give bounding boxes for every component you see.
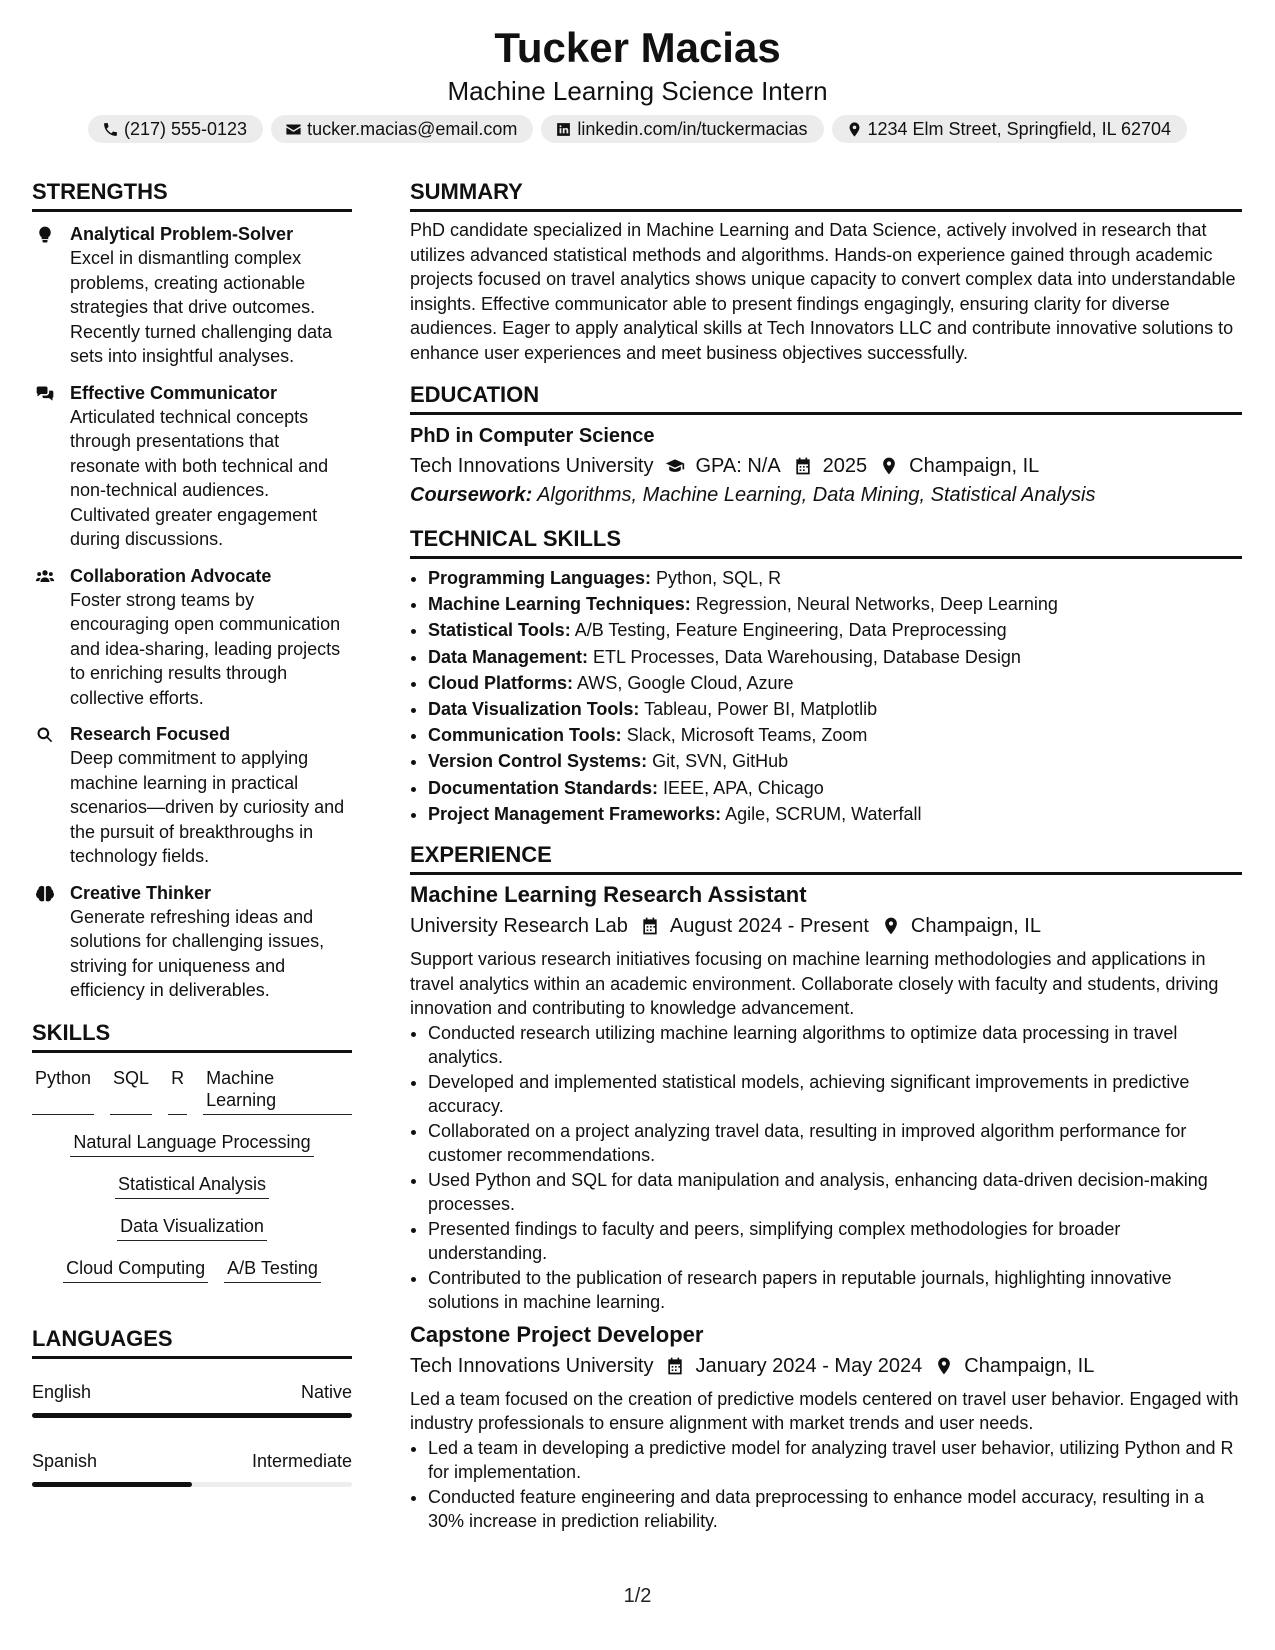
list-item — [428, 617, 1242, 643]
language-level: Intermediate — [251, 1450, 352, 1471]
coursework-text: Algorithms, Machine Learning, Data Mining, Statistical Analysis — [537, 484, 1096, 506]
experience-heading: EXPERIENCE — [410, 841, 1242, 875]
education-heading: EDUCATION — [410, 381, 1242, 415]
skill-value: Python, SQL, R — [656, 568, 782, 588]
education-meta — [410, 451, 1242, 481]
list-item — [428, 644, 1242, 670]
skill-tag: SQL — [110, 1067, 152, 1115]
email-text: tucker.macias@email.com — [307, 119, 518, 139]
coursework-line — [410, 481, 1242, 509]
skill-value: Tableau, Power BI, Matplotlib — [644, 699, 878, 720]
skill-tag: Python — [32, 1067, 94, 1115]
list-item: • Conducted research utilizing machine learning algorithms to optimize data processing in travel analytics. — [428, 1021, 1242, 1070]
skill-label: Data Management: — [428, 646, 589, 667]
lightbulb-icon — [35, 225, 55, 245]
graduation-cap-icon — [665, 456, 685, 476]
skill-value: Git, SVN, GitHub — [652, 751, 789, 772]
school-name: Tech Innovations University — [410, 455, 654, 477]
skills-tags — [32, 1067, 352, 1283]
search-icon — [35, 725, 55, 745]
map-pin-icon — [846, 121, 863, 138]
linkedin-contact[interactable] — [541, 115, 823, 143]
skill-label: Communication Tools: — [428, 725, 622, 746]
strength-description: Generate refreshing ideas and solutions for challenging issues, striving for uniqueness and efficiency in deliverables. — [70, 906, 325, 1000]
job-dates: January 2024 - May 2024 — [695, 1354, 923, 1377]
job-location: Champaign, IL — [910, 915, 1041, 938]
strength-description: Articulated technical concepts through presentations that resonate with both technical and non-technical audiences. Cultivated greater engagement during discussions. — [70, 406, 329, 549]
skill-value: ETL Processes, Data Warehousing, Database Design — [593, 646, 1021, 667]
skill-label: Data Visualization Tools: — [428, 699, 640, 720]
phone-icon — [102, 121, 119, 138]
left-column — [32, 178, 352, 1487]
degree-title: PhD in Computer Science — [410, 425, 655, 447]
calendar-icon — [640, 916, 660, 936]
address-text: 1234 Elm Street, Springfield, IL 62704 — [867, 119, 1172, 139]
coursework-label: Coursework: — [410, 484, 533, 506]
list-item — [428, 565, 1242, 591]
list-item: • Presented findings to faculty and peers, simplifying complex methodologies for broader understanding. — [428, 1217, 1242, 1266]
gpa-text: GPA: N/A — [695, 455, 781, 477]
strength-title: Analytical Problem-Solver — [70, 224, 294, 244]
job-title: Capstone Project Developer — [410, 1321, 704, 1347]
list-item — [428, 591, 1242, 617]
skill-tag: Natural Language Processing — [70, 1131, 313, 1157]
address-contact — [832, 115, 1188, 143]
list-item: • Conducted feature engineering and data preprocessing to enhance model accuracy, resulting in a 30% increase in prediction reliability. — [428, 1485, 1242, 1534]
job-dates: August 2024 - Present — [669, 915, 869, 938]
list-item: • Used Python and SQL for data manipulation and analysis, enhancing data-driven decision-making processes. — [428, 1168, 1242, 1217]
summary-heading: SUMMARY — [410, 178, 1242, 212]
strength-title: Effective Communicator — [70, 382, 278, 403]
comments-icon — [35, 384, 55, 404]
strength-description: Deep commitment to applying machine learning in practical scenarios—driven by curiosity and the pursuit of breakthroughs in technology fields. — [70, 748, 345, 866]
job-entry — [410, 881, 1242, 1315]
skill-tag: Cloud Computing — [63, 1257, 208, 1283]
skill-value: AWS, Google Cloud, Azure — [577, 672, 794, 693]
users-icon — [35, 567, 55, 587]
job-description: Support various research initiatives focusing on machine learning methodologies and applications in travel analytics within an academic environment. Collaborate closely with faculty and students, driving innovation and contributing to knowledge advancement. — [410, 949, 1219, 1019]
strengths-list — [32, 222, 352, 1003]
envelope-icon — [285, 121, 302, 138]
list-item — [428, 748, 1242, 774]
skill-value: IEEE, APA, Chicago — [663, 777, 824, 798]
email-contact[interactable] — [271, 115, 533, 143]
language-item — [32, 1381, 352, 1418]
language-proficiency-fill — [32, 1482, 192, 1487]
skill-label: Statistical Tools: — [428, 620, 571, 641]
resume-header — [0, 0, 1275, 143]
job-bullets — [410, 1021, 1242, 1315]
skill-label: Documentation Standards: — [428, 777, 659, 798]
job-title: Machine Learning Research Assistant — [410, 882, 807, 908]
list-item — [428, 775, 1242, 801]
strength-item — [32, 881, 352, 1003]
linkedin-icon — [555, 121, 572, 138]
strengths-heading: STRENGTHS — [32, 178, 352, 212]
skill-value: Regression, Neural Networks, Deep Learning — [695, 594, 1058, 615]
list-item — [428, 801, 1242, 827]
job-org: Tech Innovations University — [410, 1354, 654, 1377]
skill-tag: A/B Testing — [224, 1257, 321, 1283]
calendar-icon — [793, 456, 813, 476]
language-name: Spanish — [32, 1450, 98, 1471]
language-item — [32, 1450, 352, 1487]
list-item: • Contributed to the publication of research papers in reputable journals, highlighting innovative solutions in machine learning. — [428, 1266, 1242, 1315]
map-pin-icon — [881, 916, 901, 936]
skills-heading: SKILLS — [32, 1019, 352, 1053]
map-pin-icon — [934, 1356, 954, 1376]
list-item: • Developed and implemented statistical models, achieving significant improvements in predictive accuracy. — [428, 1070, 1242, 1119]
phone-contact[interactable] — [88, 115, 263, 143]
skill-tag: Statistical Analysis — [115, 1173, 269, 1199]
skill-label: Project Management Frameworks: — [428, 803, 722, 824]
candidate-name: Tucker Macias — [494, 24, 781, 71]
list-item: • Led a team in developing a predictive model for analyzing travel user behavior, utilizing Python and R for implementation. — [428, 1436, 1242, 1485]
brain-icon — [35, 884, 55, 904]
skill-label: Cloud Platforms: — [428, 672, 574, 693]
strength-title: Research Focused — [70, 724, 231, 744]
skill-label: Version Control Systems: — [428, 751, 648, 772]
candidate-role: Machine Learning Science Intern — [447, 76, 828, 106]
education-location: Champaign, IL — [909, 455, 1040, 477]
job-meta — [410, 1351, 1242, 1381]
skill-value: Slack, Microsoft Teams, Zoom — [626, 725, 868, 746]
map-pin-icon — [879, 456, 899, 476]
technical-skills-heading: TECHNICAL SKILLS — [410, 525, 1242, 559]
language-name: English — [32, 1381, 92, 1402]
language-level: Native — [300, 1381, 352, 1402]
language-proficiency-bar — [32, 1413, 352, 1418]
strength-title: Collaboration Advocate — [70, 565, 272, 586]
skill-value: Agile, SCRUM, Waterfall — [725, 803, 922, 824]
skill-tag: Data Visualization — [117, 1215, 267, 1241]
strength-item — [32, 564, 352, 711]
job-org: University Research Lab — [410, 915, 628, 938]
linkedin-text: linkedin.com/in/tuckermacias — [577, 119, 808, 139]
skill-value: A/B Testing, Feature Engineering, Data Preprocessing — [574, 620, 1007, 641]
page-number: 1/2 — [623, 1585, 652, 1607]
skill-tag: Machine Learning — [203, 1067, 352, 1115]
strength-title: Creative Thinker — [70, 882, 212, 903]
job-meta — [410, 911, 1242, 941]
strength-item — [32, 381, 352, 552]
technical-skills-list — [410, 565, 1242, 827]
skill-label: Machine Learning Techniques: — [428, 594, 691, 615]
list-item: • Collaborated on a project analyzing travel data, resulting in improved algorithm performance for customer recommendations. — [428, 1119, 1242, 1168]
list-item — [428, 722, 1242, 748]
strength-item — [32, 722, 352, 869]
strength-item — [32, 222, 352, 369]
job-entry — [410, 1321, 1242, 1534]
job-description: Led a team focused on the creation of predictive models centered on travel user behavior. Engaged with industry professionals to ensure alignment with market trends and user needs. — [410, 1388, 1239, 1434]
strength-description: Foster strong teams by encouraging open communication and idea-sharing, leading projects to enriching results through collective efforts. — [70, 589, 341, 708]
job-location: Champaign, IL — [964, 1354, 1095, 1377]
language-proficiency-fill — [32, 1413, 352, 1418]
job-bullets — [410, 1436, 1242, 1534]
calendar-icon — [665, 1356, 685, 1376]
phone-text: (217) 555-0123 — [123, 119, 248, 139]
language-proficiency-bar — [32, 1482, 352, 1487]
skill-label: Programming Languages: — [428, 568, 652, 588]
summary-text: PhD candidate specialized in Machine Learning and Data Science, actively involved in research that utilizes advanced statistical methods and algorithms. Hands-on experience gained through academic projects focused on travel analytics shows unique capacity to convert complex data into understandable insights. Effective communicator able to present findings engagingly, ensuring clarity for diverse audiences. Eager to apply analytical skills at Tech Innovators LLC and contribute innovative solutions to enhance user experiences and meet business objectives successfully. — [410, 220, 1236, 363]
list-item — [428, 670, 1242, 696]
skill-tag: R — [168, 1067, 187, 1115]
graduation-year: 2025 — [822, 455, 868, 477]
list-item — [428, 696, 1242, 722]
languages-heading: LANGUAGES — [32, 1325, 352, 1359]
right-column — [410, 178, 1242, 1534]
strength-description: Excel in dismantling complex problems, creating actionable strategies that drive outcomes. Recently turned challenging data sets into insightful analyses. — [70, 248, 333, 366]
contact-bar — [0, 115, 1275, 143]
